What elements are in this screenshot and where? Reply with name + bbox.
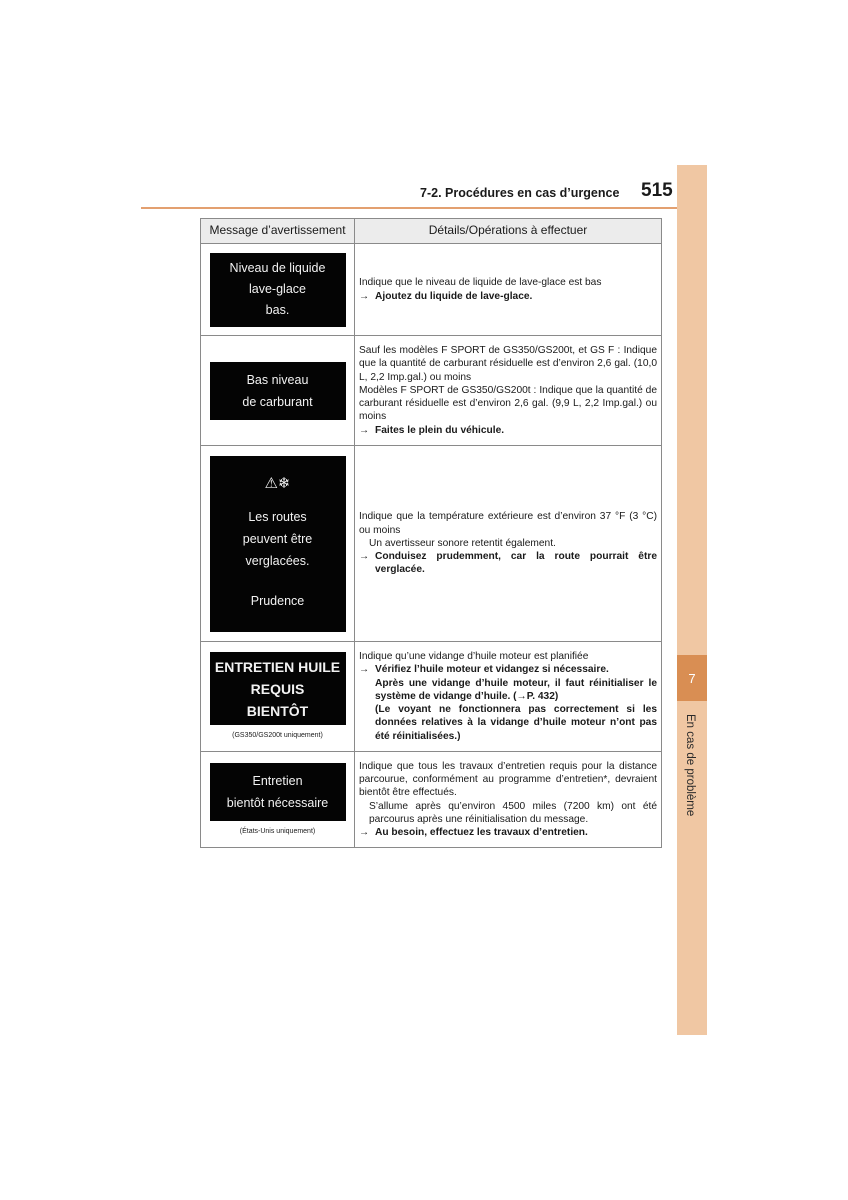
header-warning-message: Message d’avertissement [201, 219, 355, 244]
region-caption: (États-Unis uniquement) [239, 827, 316, 835]
action-continuation [359, 677, 657, 704]
details-text: Un avertisseur sonore retentit également. [369, 537, 556, 549]
message-cell [201, 752, 355, 848]
table-row [201, 642, 662, 752]
details-cell [355, 642, 662, 752]
action-text: Conduisez prudemment, car la route pourrait être verglacée. [375, 551, 657, 576]
display-screen-fuel [210, 362, 346, 420]
message-cell [201, 642, 355, 752]
display-screen-ice [210, 456, 346, 632]
action-text: Après une vidange d’huile moteur, il faut réinitialiser le système de vidange d’huile. ( [375, 677, 657, 702]
page-number: 515 [641, 180, 673, 201]
screen-text: ENTRETIEN HUILE [214, 658, 341, 675]
details-text: S’allume après qu’environ 4500 miles (7200 km) ont été parcourus après une réinitialisation du message. [369, 800, 657, 825]
details-cell [355, 446, 662, 642]
action-note: (Le voyant ne fonctionnera pas correctement si les données relatives à la vidange d’huile moteur n’ont pas été réinitialisées.) [375, 704, 657, 742]
action-line [359, 550, 657, 577]
message-cell [201, 336, 355, 446]
table-row [201, 446, 662, 642]
screen-text: REQUIS [250, 680, 305, 697]
warning-messages-table [200, 218, 662, 848]
details-text: Indique que le niveau de liquide de lave-glace est bas [359, 277, 602, 289]
action-text: Au besoin, effectuez les travaux d’entretien. [375, 827, 588, 838]
display-screen-oil [210, 652, 346, 725]
action-text: Ajoutez du liquide de lave-glace. [375, 290, 533, 302]
action-text: Vérifiez l’huile moteur et vidangez si nécessaire. [375, 664, 609, 676]
arrow-icon: → [359, 551, 370, 563]
action-text: Faites le plein du véhicule. [375, 424, 505, 436]
road-ice-warning-icon: ⚠❄ [264, 474, 291, 492]
section-title: 7-2. Procédures en cas d’urgence [420, 186, 620, 200]
screen-text: lave-glace [249, 282, 306, 296]
table-row [201, 244, 662, 336]
details-cell [355, 752, 662, 848]
header-divider [141, 207, 677, 209]
details-text: Sauf les modèles F SPORT de GS350/GS200t, et GS F : Indique que la quantité de carburant résiduelle est d’environ 2,6 gal. (10,0 L, 2,2 Imp.gal.) ou moins [359, 345, 657, 383]
screen-text: verglacées. [245, 553, 310, 568]
screen-text: Prudence [250, 593, 305, 608]
message-cell [201, 446, 355, 642]
page-reference[interactable]: P. 432) [526, 690, 559, 702]
screen-text: bientôt nécessaire [226, 795, 329, 810]
details-cell [355, 244, 662, 336]
details-text: Indique qu’une vidange d’huile moteur est planifiée [359, 651, 589, 663]
message-cell [201, 244, 355, 336]
table-row [201, 752, 662, 848]
details-text: Indique que la température extérieure est d’environ 37 °F (3 °C) ou moins [359, 511, 657, 536]
display-screen-maintenance [210, 763, 346, 821]
screen-text: Entretien [252, 773, 303, 788]
screen-text: BIENTÔT [246, 702, 309, 719]
model-caption: (GS350/GS200t uniquement) [232, 732, 323, 740]
screen-text: Niveau de liquide [229, 261, 326, 275]
screen-text: peuvent être [242, 531, 313, 546]
action-line [359, 424, 657, 437]
details-text: Indique que tous les travaux d’entretien requis pour la distance parcourue, conformément au programme d’entretien*, devraient bientôt être effectués. [359, 760, 657, 799]
screen-text: Les routes [248, 509, 307, 524]
chapter-number: 7 [677, 655, 707, 701]
screen-text: de carburant [242, 394, 313, 409]
table-header-row [201, 219, 662, 244]
details-text: Modèles F SPORT de GS350/GS200t : Indique que la quantité de carburant résiduelle est d’environ 2,6 gal. (9,9 L, 2,2 Imp.gal.) ou moins [359, 384, 657, 423]
arrow-icon: → [516, 690, 527, 702]
chapter-side-tab [677, 165, 707, 1035]
arrow-icon: → [359, 424, 370, 436]
details-cell [355, 336, 662, 446]
arrow-icon: → [359, 290, 370, 302]
header-details: Détails/Opérations à effectuer [355, 219, 662, 244]
screen-text: bas. [265, 303, 290, 317]
arrow-icon: → [359, 664, 370, 676]
screen-text: Bas niveau [246, 372, 309, 387]
action-line [359, 663, 657, 676]
table-row [201, 336, 662, 446]
action-line [359, 826, 657, 839]
arrow-icon: → [359, 827, 370, 838]
chapter-label: En cas de problème [684, 714, 696, 817]
display-screen-washer [210, 253, 346, 327]
action-line [359, 290, 657, 303]
